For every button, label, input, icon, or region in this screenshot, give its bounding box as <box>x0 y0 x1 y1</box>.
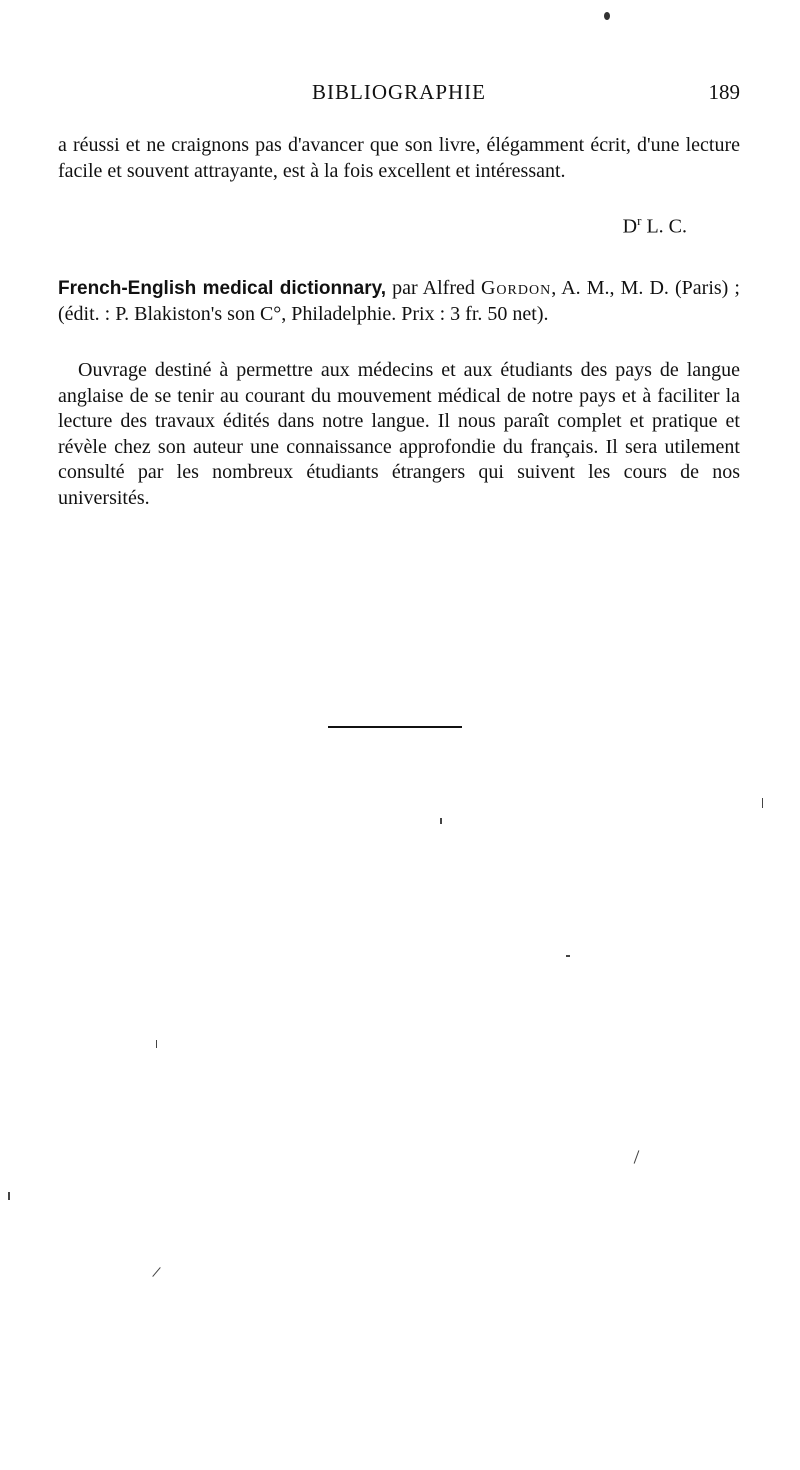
page-header <box>58 80 740 110</box>
scan-speck <box>156 1040 157 1048</box>
scan-speck <box>152 1267 160 1277</box>
signature-prefix: D <box>622 215 638 238</box>
page-number: 189 <box>708 80 740 104</box>
review-conclusion: a réussi et ne craignons pas d'avancer que son livre, élégamment écrit, d'une lecture facile et souvent attrayante, est à la fois excellent et intéressant. <box>58 134 740 182</box>
author-surname: Gordon <box>480 277 552 299</box>
scan-speck <box>566 955 570 957</box>
signature-superscript: r <box>637 213 642 228</box>
scan-speck <box>604 12 610 20</box>
publication-details: , A. M., M. D. (Paris) ; (édit. : P. Blakiston's son C°, Philadelphie. Prix : 3 fr. 50 net). <box>58 277 740 325</box>
signature-initials: L. C. <box>641 215 687 238</box>
scan-speck <box>440 818 442 824</box>
scan-speck <box>8 1192 10 1200</box>
running-head: BIBLIOGRAPHIE <box>312 80 486 104</box>
author-prefix: par Alfred <box>386 277 481 299</box>
bibliographic-entry <box>58 276 740 327</box>
scan-speck <box>762 798 763 808</box>
scan-speck <box>634 1150 640 1163</box>
reviewer-signature <box>623 208 687 240</box>
section-divider <box>328 726 462 728</box>
book-title: French-English medical dictionnary, <box>58 278 387 299</box>
book-review: Ouvrage destiné à permettre aux médecins et aux étudiants des pays de langue anglaise de se tenir au courant du mouvement médical de notre pays et à faciliter la lecture des travaux édités dans notre langue. Il nous paraît complet et pratique et révèle chez son auteur une connaissance approfondie du français. Il sera utilement consulté par les nombreux étudiants étrangers qui suivent les cours de nos universités. <box>58 359 740 509</box>
